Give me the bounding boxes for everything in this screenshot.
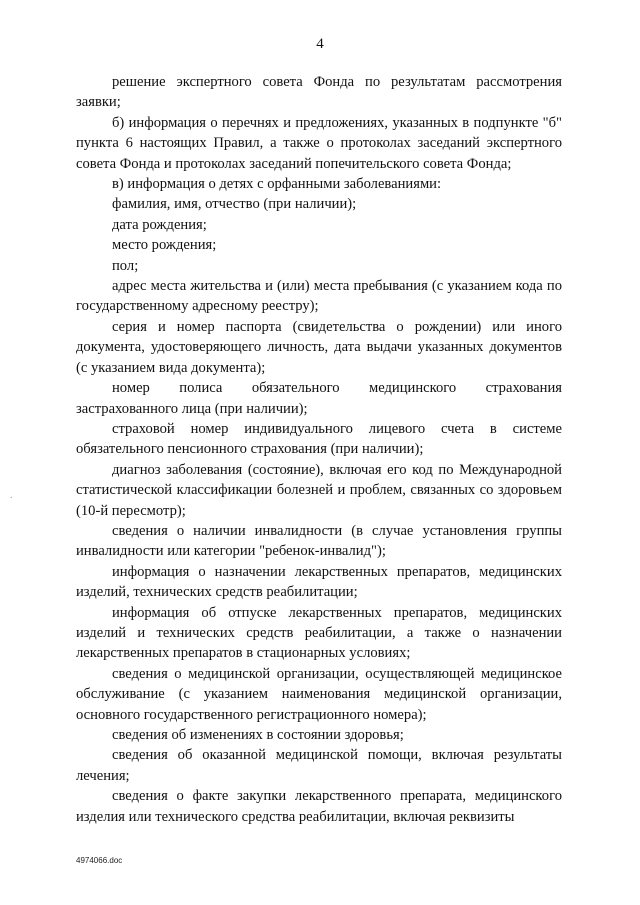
margin-mark: .: [10, 490, 13, 501]
list-item-insurance-policy: номер полиса обязательного медицинского страхования застрахованного лица (при наличии);: [76, 380, 562, 417]
footer-document-code: 4974066.doc: [76, 856, 123, 865]
list-item-medical-organization: сведения о медицинской организации, осуществляющей медицинское обслуживание (с указанием наименования медицинской организации, основного государственного регистрационного номера);: [76, 665, 562, 723]
paragraph-expert-council-decision: решение экспертного совета Фонда по результатам рассмотрения заявки;: [76, 74, 562, 111]
list-item-care-provided: сведения об оказанной медицинской помощи, включая результаты лечения;: [76, 747, 562, 784]
paragraph-item-v: в) информация о детях с орфанными заболеваниями:: [112, 176, 442, 193]
list-item-full-name: фамилия, имя, отчество (при наличии);: [112, 196, 357, 213]
list-item-passport: серия и номер паспорта (свидетельства о рождении) или иного документа, удостоверяющего личность, дата выдачи указанных документов (с указанием вида документа);: [76, 318, 562, 376]
document-body: [76, 72, 562, 827]
list-item-birth-date: дата рождения;: [112, 216, 207, 233]
list-item-procurement: сведения о факте закупки лекарственного препарата, медицинского изделия или технического средства реабилитации, включая реквизиты: [76, 788, 562, 825]
page-number: 4: [316, 36, 324, 52]
list-item-birth-place: место рождения;: [112, 237, 217, 254]
paragraph-item-b: б) информация о перечнях и предложениях, указанных в подпункте "б" пункта 6 настоящих Правил, а также о протоколах заседаний экспертного совета Фонда и протоколах заседаний попечительского совета Фонда;: [76, 114, 562, 172]
list-item-health-changes: сведения об изменениях в состоянии здоровья;: [112, 727, 404, 743]
list-item-sex: пол;: [112, 257, 139, 274]
list-item-prescriptions: информация о назначении лекарственных препаратов, медицинских изделий, технических средств реабилитации;: [76, 563, 562, 601]
list-item-diagnosis: диагноз заболевания (состояние), включая его код по Международной статистической классификации болезней и проблем, связанных со здоровьем (10-й пересмотр);: [76, 461, 562, 519]
list-item-snils: страховой номер индивидуального лицевого счета в системе обязательного пенсионного страхования (при наличии);: [76, 420, 562, 458]
list-item-disability: сведения о наличии инвалидности (в случае установления группы инвалидности или категории "ребенок-инвалид");: [76, 522, 562, 560]
list-item-dispensing: информация об отпуске лекарственных препаратов, медицинских изделий и технических средств реабилитации, а также о назначении лекарственных препаратов в стационарных условиях;: [76, 604, 562, 662]
list-item-address: адрес места жительства и (или) места пребывания (с указанием кода по государственному адресному реестру);: [76, 278, 562, 315]
